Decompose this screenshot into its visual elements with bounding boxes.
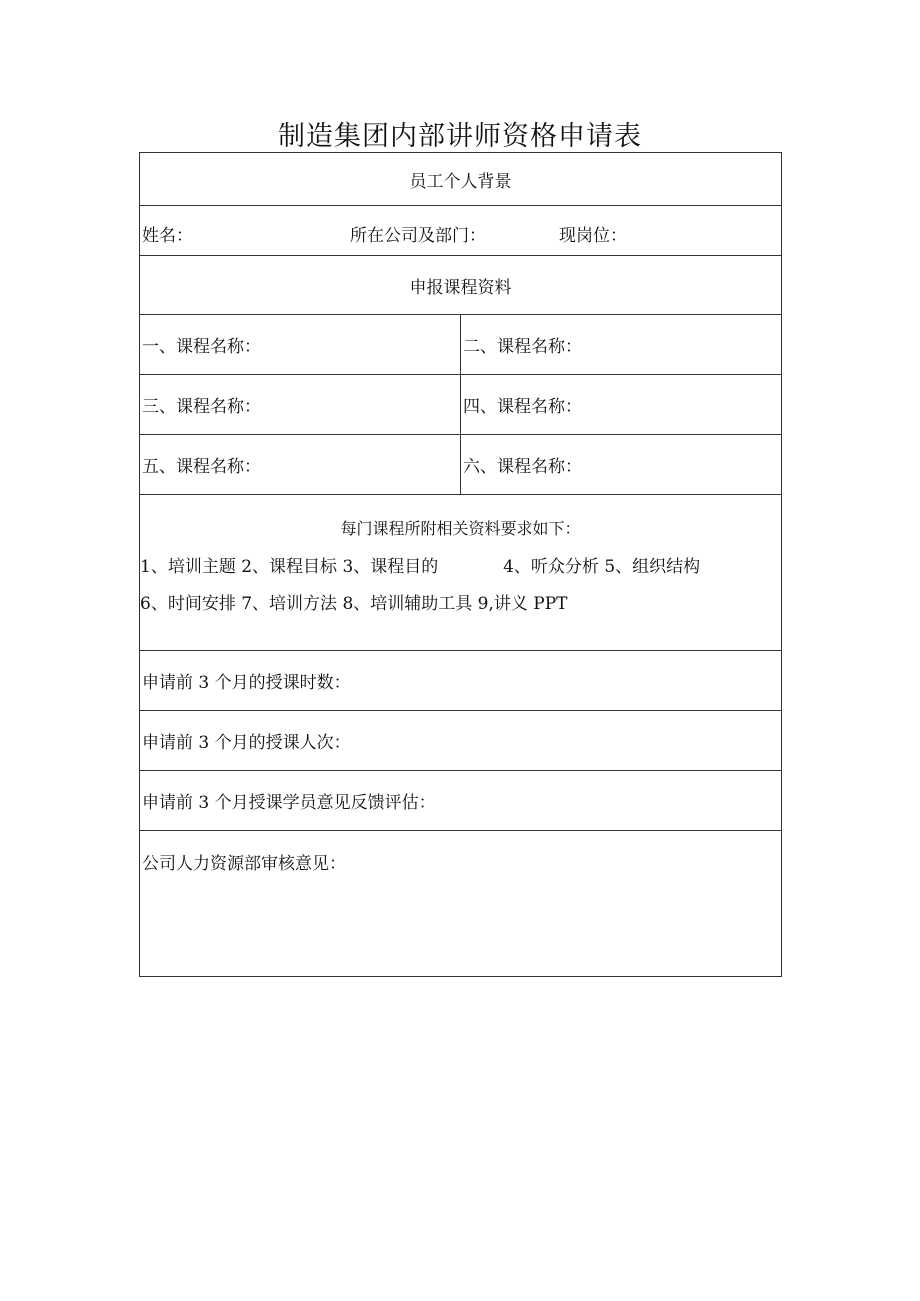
requirements-cell [140, 495, 782, 651]
name-label: 姓名： [142, 226, 193, 246]
course-name-6: 六、课程名称： [461, 435, 782, 495]
company-department-label: 所在公司及部门： [350, 226, 486, 246]
personal-background-header: 员工个人背景 [140, 153, 782, 206]
current-position-label: 现岗位： [559, 226, 627, 246]
feedback-evaluation-field: 申请前 3 个月授课学员意见反馈评估： [140, 771, 782, 831]
hr-review-field: 公司人力资源部审核意见： [140, 831, 782, 977]
application-form [139, 152, 782, 977]
course-name-2: 二、课程名称： [461, 315, 782, 375]
requirements-heading: 每门课程所附相关资料要求如下： [340, 519, 581, 538]
teaching-count-field: 申请前 3 个月的授课人次： [140, 711, 782, 771]
course-materials-header: 申报课程资料 [140, 256, 782, 315]
requirements-line-1: 1、培训主题 2、课程目标 3、课程目的 4、听众分析 5、组织结构 [140, 557, 701, 577]
teaching-hours-field: 申请前 3 个月的授课时数： [140, 651, 782, 711]
course-name-5: 五、课程名称： [140, 435, 461, 495]
course-name-4: 四、课程名称： [461, 375, 782, 435]
course-name-1: 一、课程名称： [140, 315, 461, 375]
course-name-3: 三、课程名称： [140, 375, 461, 435]
requirements-line-2: 6、时间安排 7、培训方法 8、培训辅助工具 9,讲义 PPT [140, 594, 568, 614]
document-title: 制造集团内部讲师资格申请表 [278, 121, 642, 152]
personal-info-row [140, 206, 782, 256]
